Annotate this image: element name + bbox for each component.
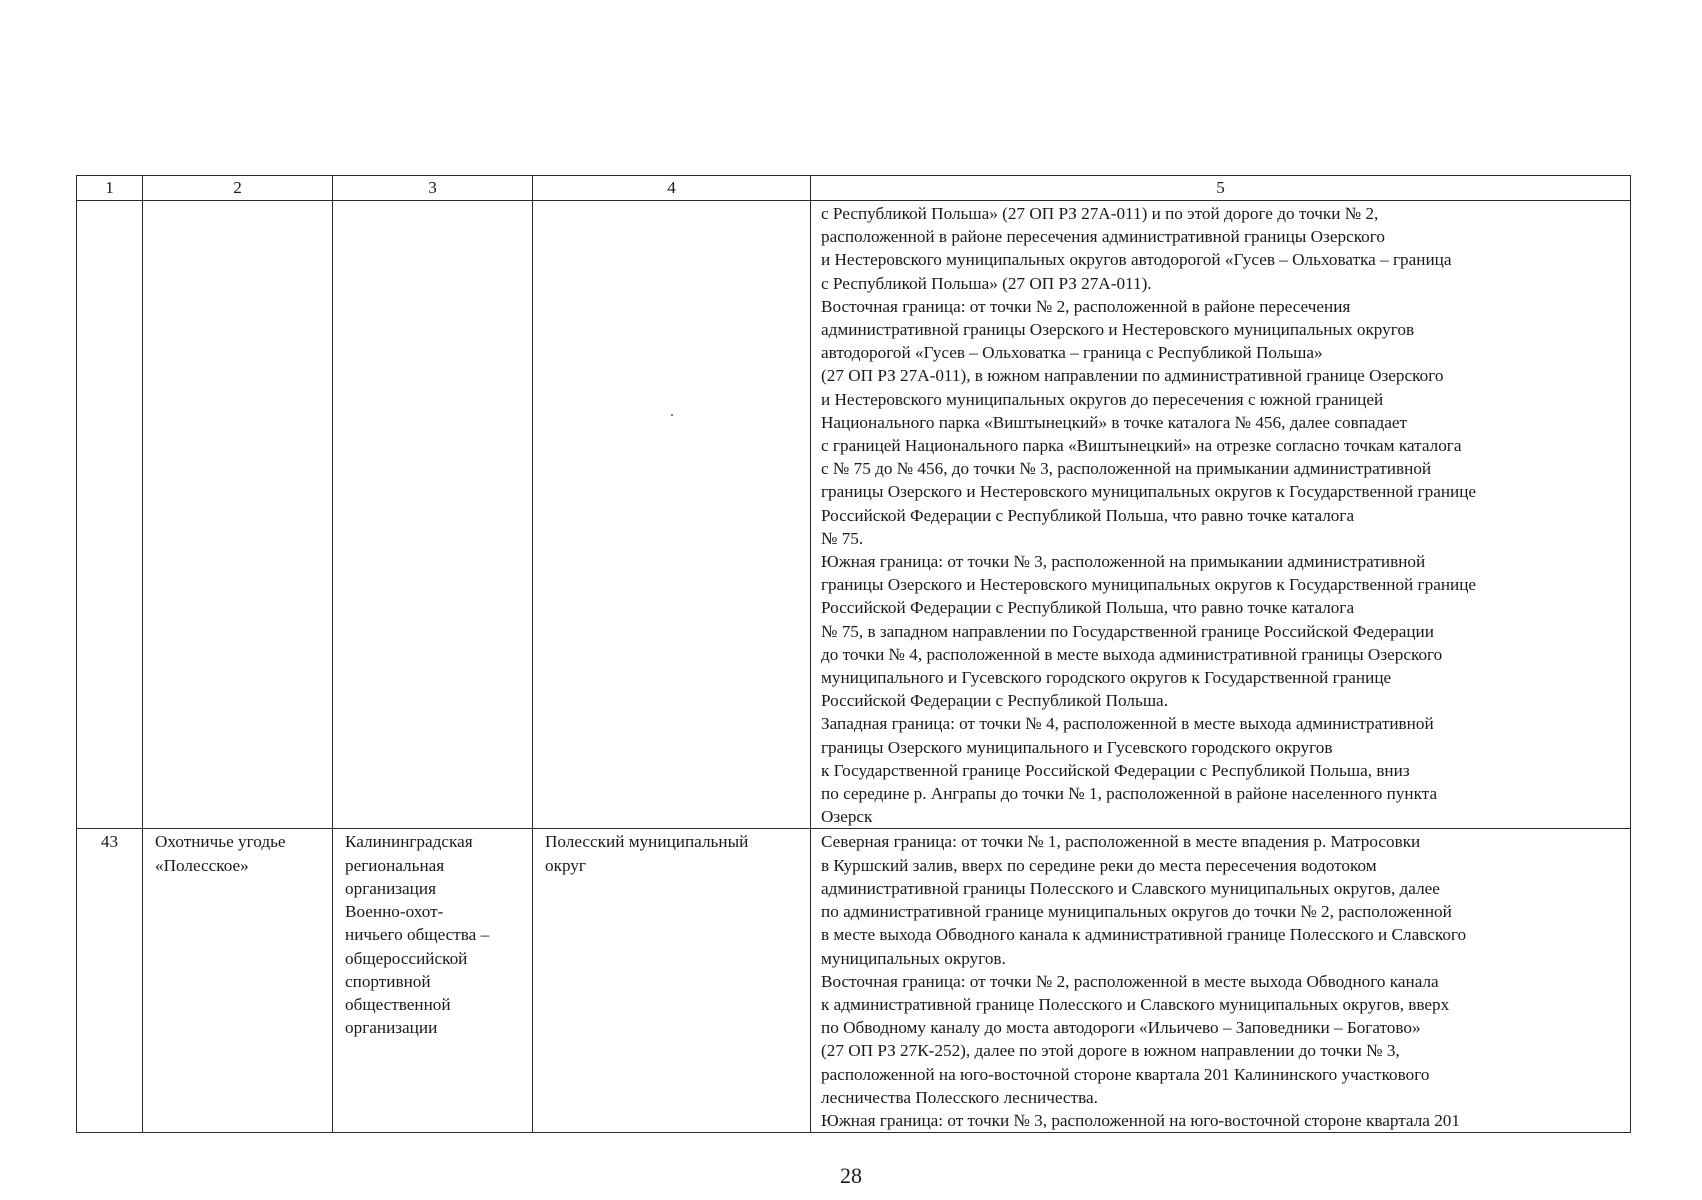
description-line: № 75. xyxy=(821,528,864,548)
boundary-description xyxy=(811,201,1631,829)
description-line: к Государственной границе Российской Федерации с Республикой Польша, вниз xyxy=(821,760,1410,780)
description-line: административной границы Озерского и Нестеровского муниципальных округов xyxy=(821,320,1415,340)
description-line: Южная граница: от точки № 3, расположенной на юго-восточной стороне квартала 201 xyxy=(821,1110,1460,1130)
description-line: муниципальных округов. xyxy=(821,948,1006,968)
description-line: расположенной на юго-восточной стороне квартала 201 Калининского участкового xyxy=(821,1064,1430,1084)
description-line: границы Озерского и Нестеровского муниципальных округов к Государственной границе xyxy=(821,482,1477,502)
description-line: Озерск xyxy=(821,807,873,827)
description-line: Южная граница: от точки № 3, расположенной на примыкании административной xyxy=(821,552,1426,572)
description-line: административной границы Полесского и Славского муниципальных округов, далее xyxy=(821,878,1440,898)
column-number-1: 1 xyxy=(77,176,143,201)
description-line: до точки № 4, расположенной в месте выхода административной границы Озерского xyxy=(821,644,1443,664)
page-number: 28 xyxy=(840,1163,862,1188)
organization-name xyxy=(333,201,533,829)
column-number-5: 5 xyxy=(811,176,1631,201)
description-line: автодорогой «Гусев – Ольховатка – граница с Республикой Польша» xyxy=(821,343,1323,363)
table-row xyxy=(77,201,1631,829)
description-line: Восточная граница: от точки № 2, расположенной в месте выхода Обводного канала xyxy=(821,971,1439,991)
land-boundaries-table xyxy=(76,175,1631,1133)
description-line: по Обводному каналу до моста автодороги «Ильичево – Заповедники – Богатово» xyxy=(821,1018,1421,1038)
column-number-2: 2 xyxy=(143,176,333,201)
description-line: Западная граница: от точки № 4, расположенной в месте выхода административной xyxy=(821,714,1434,734)
hunting-ground-name xyxy=(143,201,333,829)
description-line: лесничества Полесского лесничества. xyxy=(821,1087,1098,1107)
column-number-row xyxy=(77,176,1631,201)
description-line: (27 ОП РЗ 27К-252), далее по этой дороге в южном направлении до точки № 3, xyxy=(821,1041,1400,1061)
hunting-ground-name: Охотничье угодье «Полесское» xyxy=(143,829,333,1133)
description-line: в Куршский залив, вверх по середине реки до места пересечения водотоком xyxy=(821,855,1377,875)
description-line: Национального парка «Виштынецкий» в точке каталога № 456, далее совпадает xyxy=(821,412,1408,432)
description-line: Северная граница: от точки № 1, расположенной в месте впадения р. Матросовки xyxy=(821,832,1421,852)
description-line: (27 ОП РЗ 27А-011), в южном направлении по административной границе Озерского xyxy=(821,366,1444,386)
description-line: Восточная граница: от точки № 2, расположенной в районе пересечения xyxy=(821,296,1351,316)
description-line: Российской Федерации с Республикой Польша, что равно точке каталога xyxy=(821,505,1355,525)
table-row xyxy=(77,829,1631,1133)
description-line: Российской Федерации с Республикой Польша. xyxy=(821,691,1168,711)
description-line: с Республикой Польша» (27 ОП РЗ 27А-011) и по этой дороге до точки № 2, xyxy=(821,204,1379,223)
municipal-district: Полесский муниципальный округ xyxy=(533,829,811,1133)
description-line: № 75, в западном направлении по Государственной границе Российской Федерации xyxy=(821,621,1434,641)
description-line: муниципального и Гусевского городского округов к Государственной границе xyxy=(821,668,1392,688)
description-line: и Нестеровского муниципальных округов автодорогой «Гусев – Ольховатка – граница xyxy=(821,250,1452,270)
description-line: с Республикой Польша» (27 ОП РЗ 27А-011). xyxy=(821,273,1152,293)
description-line: по административной границе муниципальных округов до точки № 2, расположенной xyxy=(821,902,1452,922)
organization-name: Калининградская региональная организация Военно-охот- ничьего общества – общероссийской спортивной общественной организации xyxy=(333,829,533,1133)
description-line: с границей Национального парка «Виштынецкий» на отрезке согласно точкам каталога xyxy=(821,436,1462,456)
description-line: расположенной в районе пересечения административной границы Озерского xyxy=(821,227,1385,247)
description-line: Российской Федерации с Республикой Польша, что равно точке каталога xyxy=(821,598,1355,618)
row-number: 43 xyxy=(77,829,143,1133)
column-number-4: 4 xyxy=(533,176,811,201)
description-line: границы Озерского муниципального и Гусевского городского округов xyxy=(821,737,1333,757)
description-line: в месте выхода Обводного канала к административной границе Полесского и Славского xyxy=(821,925,1467,945)
description-line: к административной границе Полесского и Славского муниципальных округов, вверх xyxy=(821,994,1450,1014)
description-line: по середине р. Ангрaпы до точки № 1, расположенной в районе населенного пункта xyxy=(821,784,1438,804)
boundary-description xyxy=(811,829,1631,1133)
description-line: и Нестеровского муниципальных округов до пересечения с южной границей xyxy=(821,389,1384,409)
scan-speck xyxy=(671,414,673,416)
row-number xyxy=(77,201,143,829)
description-line: с № 75 до № 456, до точки № 3, расположенной на примыкании административной xyxy=(821,459,1432,479)
column-number-3: 3 xyxy=(333,176,533,201)
municipal-district xyxy=(533,201,811,829)
description-line: границы Озерского и Нестеровского муниципальных округов к Государственной границе xyxy=(821,575,1477,595)
